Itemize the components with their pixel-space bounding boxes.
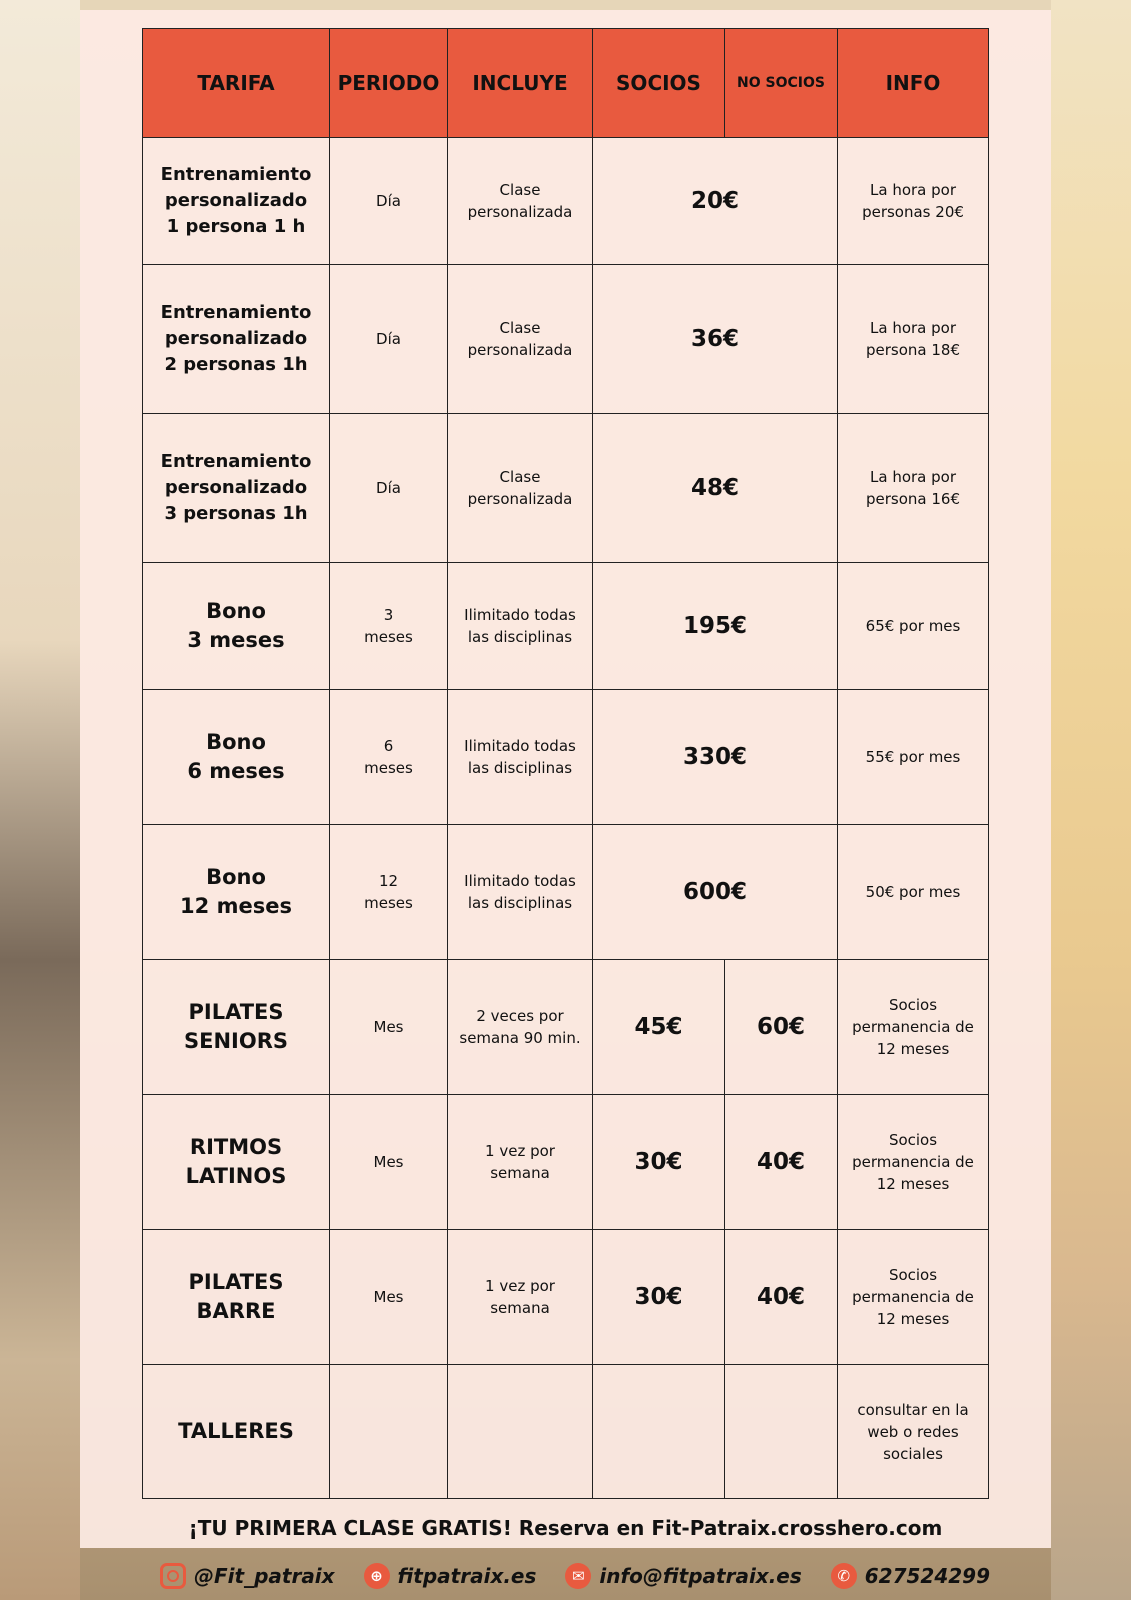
info-cell-line: sociales xyxy=(883,1444,943,1463)
socios-price-cell: 30€ xyxy=(593,1230,725,1365)
periodo-cell xyxy=(330,265,448,414)
incluye-cell xyxy=(448,1365,593,1499)
incluye-cell-line: Clase xyxy=(499,468,541,486)
free-class-cta: ¡TU PRIMERA CLASE GRATIS! Reserva en Fit-Patraix.crosshero.com xyxy=(188,1516,943,1540)
incluye-cell-line: Ilimitado todas xyxy=(464,737,576,755)
tarifa-cell-line: SENIORS xyxy=(183,1029,288,1053)
info-cell-line: La hora por xyxy=(870,468,956,486)
socios-price-cell: 45€ xyxy=(593,960,725,1095)
price-cell: 330€ xyxy=(593,690,838,825)
incluye-cell-line: personalizada xyxy=(467,203,573,221)
tarifa-cell-line: Entrenamiento xyxy=(160,302,312,323)
rates-table xyxy=(142,28,989,1499)
price-cell: 195€ xyxy=(593,563,838,690)
header-no-socios: NO SOCIOS xyxy=(725,29,838,138)
web-address: fitpatraix.es xyxy=(397,1564,537,1588)
periodo-cell xyxy=(330,563,448,690)
price-cell: 20€ xyxy=(593,138,838,265)
incluye-cell-line: las disciplinas xyxy=(467,759,573,777)
price-cell: 48€ xyxy=(593,414,838,563)
incluye-cell-line: 1 vez por xyxy=(485,1277,555,1295)
incluye-cell xyxy=(448,414,593,563)
info-cell-line: Socios xyxy=(888,1131,938,1149)
tarifa-cell xyxy=(143,1230,330,1365)
info-cell-line: La hora por xyxy=(870,181,956,199)
periodo-cell-line: Día xyxy=(376,192,401,210)
header-socios: SOCIOS xyxy=(593,29,725,138)
incluye-cell xyxy=(448,690,593,825)
info-cell xyxy=(838,138,989,265)
incluye-cell xyxy=(448,265,593,414)
incluye-cell-line: 1 vez por xyxy=(485,1142,555,1160)
tarifa-cell-line: PILATES xyxy=(188,1270,284,1294)
price-cell: 600€ xyxy=(593,825,838,960)
tarifa-cell xyxy=(143,414,330,563)
incluye-cell-line: personalizada xyxy=(467,490,573,508)
table-row xyxy=(143,1230,989,1365)
periodo-cell-line: 6 xyxy=(383,737,394,755)
info-cell-line: La hora por xyxy=(870,319,956,337)
incluye-cell-line: Ilimitado todas xyxy=(464,872,576,890)
tarifa-cell-line: 12 meses xyxy=(180,894,292,918)
header-tarifa: TARIFA xyxy=(143,29,330,138)
socios-price-cell: 30€ xyxy=(593,1095,725,1230)
incluye-cell-line: semana 90 min. xyxy=(459,1029,581,1047)
instagram-contact[interactable] xyxy=(160,1563,335,1589)
periodo-cell xyxy=(330,414,448,563)
info-cell-line: permanencia de xyxy=(852,1153,974,1171)
incluye-cell xyxy=(448,1230,593,1365)
background-photo-right xyxy=(1051,0,1131,1600)
contact-bar xyxy=(160,1556,990,1596)
phone-icon: ✆ xyxy=(831,1563,857,1589)
periodo-cell xyxy=(330,690,448,825)
table-row xyxy=(143,825,989,960)
mail-icon: ✉ xyxy=(565,1563,591,1589)
info-cell-line: Socios xyxy=(888,996,938,1014)
info-cell xyxy=(838,265,989,414)
info-cell-line: permanencia de xyxy=(852,1288,974,1306)
globe-icon: ⊕ xyxy=(364,1563,390,1589)
incluye-cell-line: Ilimitado todas xyxy=(464,606,576,624)
tarifa-cell-line: 3 personas 1h xyxy=(164,503,308,524)
incluye-cell-line: las disciplinas xyxy=(467,894,573,912)
incluye-cell xyxy=(448,1095,593,1230)
periodo-cell-line: Mes xyxy=(373,1288,404,1306)
tarifa-cell-line: RITMOS xyxy=(189,1135,283,1159)
no-socios-price-cell xyxy=(725,1365,838,1499)
tarifa-cell xyxy=(143,563,330,690)
periodo-cell xyxy=(330,1095,448,1230)
periodo-cell-line: meses xyxy=(364,759,413,777)
periodo-cell-line: Día xyxy=(376,330,401,348)
price-cell: 36€ xyxy=(593,265,838,414)
table-row xyxy=(143,960,989,1095)
incluye-cell xyxy=(448,960,593,1095)
info-cell-line: 12 meses xyxy=(876,1175,950,1193)
tarifa-cell xyxy=(143,825,330,960)
info-cell-line: permanencia de xyxy=(852,1018,974,1036)
incluye-cell xyxy=(448,563,593,690)
tarifa-cell-line: personalizado xyxy=(164,328,308,349)
info-cell-line: 12 meses xyxy=(876,1040,950,1058)
tarifa-cell xyxy=(143,1365,330,1499)
no-socios-price-cell: 60€ xyxy=(725,960,838,1095)
table-row xyxy=(143,1365,989,1499)
header-info: INFO xyxy=(838,29,989,138)
periodo-cell-line: Día xyxy=(376,479,401,497)
periodo-cell-line: meses xyxy=(364,894,413,912)
info-cell xyxy=(838,825,989,960)
incluye-cell-line: 2 veces por xyxy=(476,1007,564,1025)
socios-price-cell xyxy=(593,1365,725,1499)
tarifa-cell-line: personalizado xyxy=(164,190,308,211)
periodo-cell-line: 12 xyxy=(378,872,399,890)
tarifa-cell-line: TALLERES xyxy=(178,1419,294,1443)
tarifa-cell-line: 2 personas 1h xyxy=(164,354,308,375)
incluye-cell-line: semana xyxy=(490,1299,550,1317)
incluye-cell-line: personalizada xyxy=(467,341,573,359)
info-cell-line: web o redes xyxy=(867,1422,959,1441)
tarifa-cell xyxy=(143,690,330,825)
info-cell-line: consultar en la xyxy=(857,1400,969,1419)
periodo-cell xyxy=(330,825,448,960)
tarifa-cell-line: personalizado xyxy=(164,477,308,498)
table-row xyxy=(143,265,989,414)
table-row xyxy=(143,138,989,265)
tarifa-cell xyxy=(143,265,330,414)
tarifa-cell-line: Bono xyxy=(206,599,266,623)
instagram-handle: @Fit_patraix xyxy=(194,1564,335,1588)
periodo-cell xyxy=(330,138,448,265)
info-cell-line: Socios xyxy=(888,1266,938,1284)
no-socios-price-cell: 40€ xyxy=(725,1230,838,1365)
periodo-cell-line: meses xyxy=(364,628,413,646)
periodo-cell-line: Mes xyxy=(373,1018,404,1036)
info-cell xyxy=(838,690,989,825)
info-cell xyxy=(838,1095,989,1230)
header-incluye: INCLUYE xyxy=(448,29,593,138)
tarifa-cell-line: LATINOS xyxy=(185,1164,287,1188)
tarifa-cell-line: Entrenamiento xyxy=(160,451,312,472)
incluye-cell xyxy=(448,825,593,960)
tarifa-cell-line: 1 persona 1 h xyxy=(166,216,306,237)
table-row xyxy=(143,563,989,690)
incluye-cell-line: Clase xyxy=(499,319,541,337)
tarifa-cell-line: Entrenamiento xyxy=(160,164,312,185)
email-address: info@fitpatraix.es xyxy=(599,1564,802,1588)
web-contact[interactable] xyxy=(364,1563,537,1589)
tarifa-cell-line: PILATES xyxy=(188,1000,284,1024)
table-row xyxy=(143,1095,989,1230)
phone-number: 627524299 xyxy=(864,1564,990,1588)
tarifa-cell xyxy=(143,1095,330,1230)
info-cell xyxy=(838,414,989,563)
tarifa-cell xyxy=(143,960,330,1095)
tarifa-cell-line: 3 meses xyxy=(187,628,285,652)
header-periodo: PERIODO xyxy=(330,29,448,138)
info-cell-line: persona 18€ xyxy=(865,341,960,359)
tarifa-cell-line: Bono xyxy=(206,730,266,754)
info-cell-line: personas 20€ xyxy=(862,203,964,221)
table-row xyxy=(143,690,989,825)
incluye-cell-line: las disciplinas xyxy=(467,628,573,646)
tarifa-cell-line: BARRE xyxy=(196,1299,276,1323)
incluye-cell-line: semana xyxy=(490,1164,550,1182)
tarifa-cell xyxy=(143,138,330,265)
incluye-cell-line: Clase xyxy=(499,181,541,199)
info-cell-line: persona 16€ xyxy=(865,490,960,508)
phone-contact[interactable] xyxy=(831,1563,990,1589)
info-cell xyxy=(838,1230,989,1365)
periodo-cell-line: Mes xyxy=(373,1153,404,1171)
info-cell xyxy=(838,960,989,1095)
table-header-row xyxy=(143,29,989,138)
no-socios-price-cell: 40€ xyxy=(725,1095,838,1230)
background-photo xyxy=(0,0,80,1600)
instagram-icon xyxy=(160,1563,186,1589)
periodo-cell xyxy=(330,960,448,1095)
periodo-cell-line: 3 xyxy=(383,606,394,624)
tarifa-cell-line: 6 meses xyxy=(187,759,285,783)
info-cell xyxy=(838,1365,989,1499)
email-contact[interactable] xyxy=(565,1563,801,1589)
periodo-cell xyxy=(330,1230,448,1365)
info-cell-line: 55€ por mes xyxy=(865,748,961,766)
incluye-cell xyxy=(448,138,593,265)
tarifa-cell-line: Bono xyxy=(206,865,266,889)
table-row xyxy=(143,414,989,563)
info-cell xyxy=(838,563,989,690)
info-cell-line: 50€ por mes xyxy=(865,883,961,901)
info-cell-line: 12 meses xyxy=(876,1310,950,1328)
periodo-cell xyxy=(330,1365,448,1499)
info-cell-line: 65€ por mes xyxy=(865,617,961,635)
